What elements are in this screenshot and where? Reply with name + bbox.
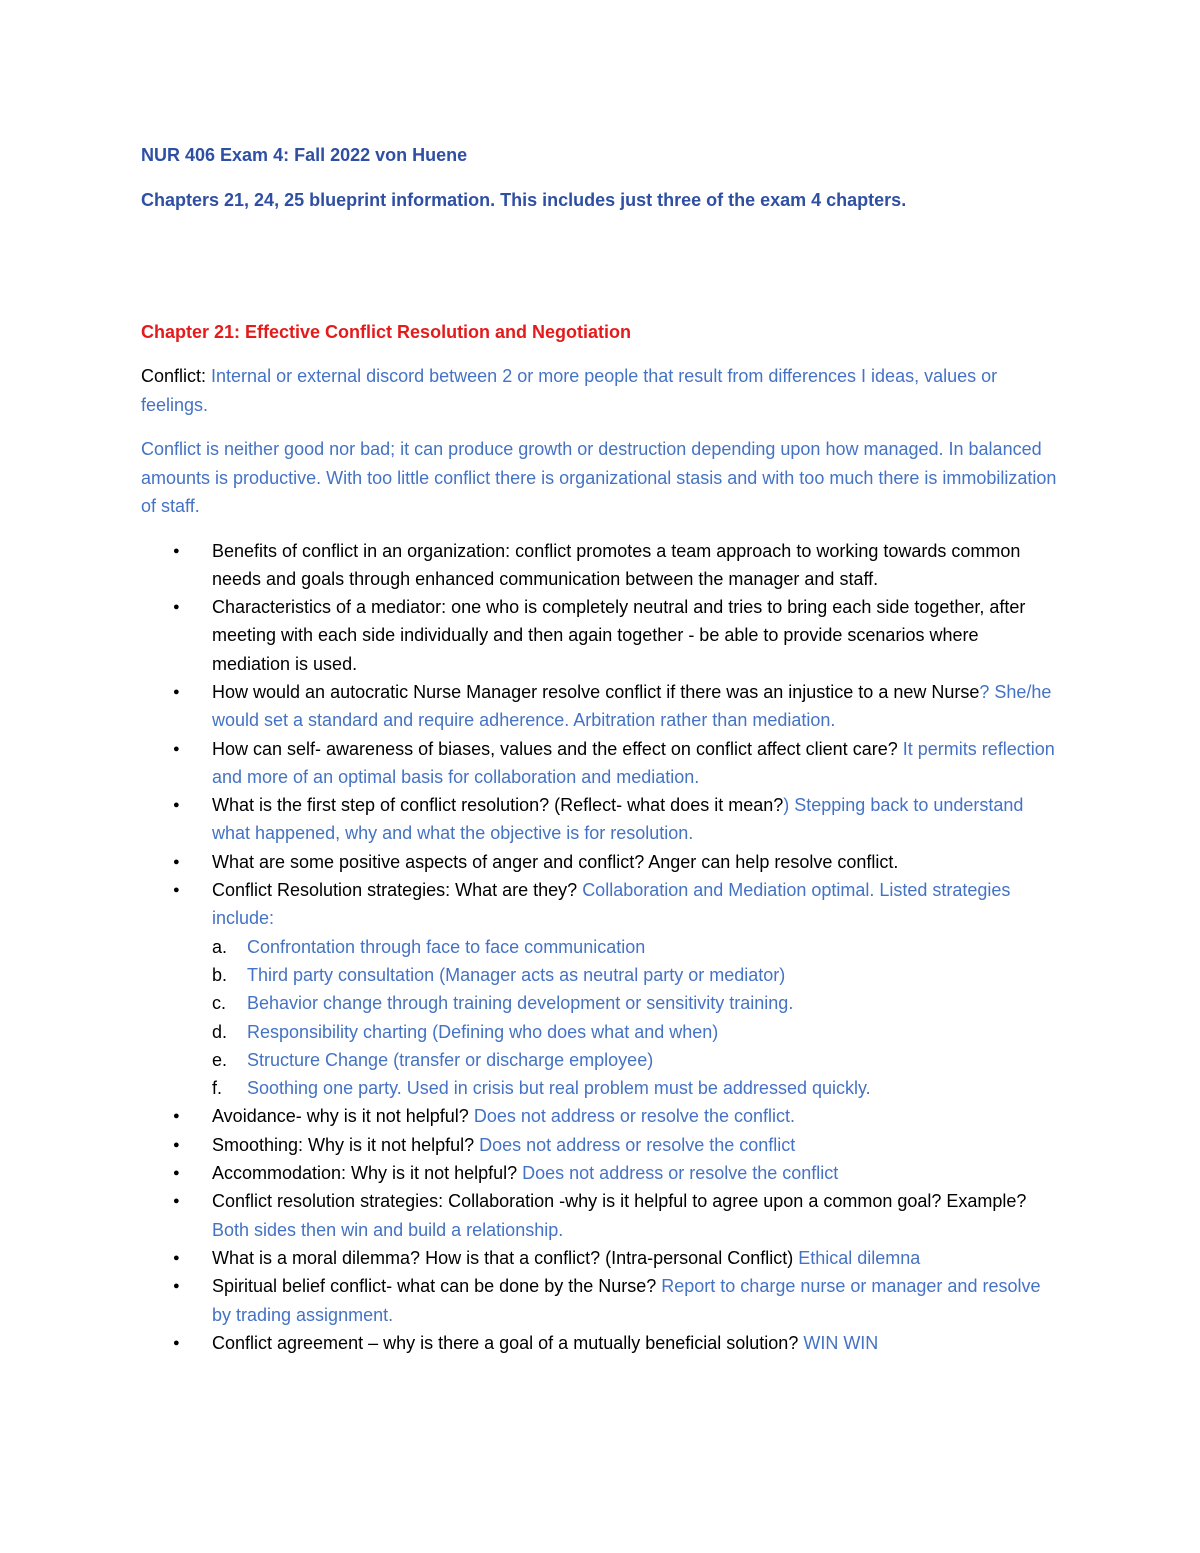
strategy-text: Structure Change (transfer or discharge employee): [247, 1049, 654, 1070]
strategy-text: Soothing one party. Used in crisis but real problem must be addressed quickly.: [247, 1078, 871, 1099]
item-answer: Report to charge nurse or manager and resolve by trading assignment.: [212, 1276, 1041, 1325]
item-answer: Collaboration and Mediation optimal. Listed strategies include:: [212, 880, 1011, 929]
list-item: [141, 678, 1061, 735]
document-page: [141, 141, 1061, 1357]
topic-list: [141, 537, 1061, 1358]
item-question: Accommodation: Why is it not helpful?: [212, 1163, 523, 1184]
list-item: [141, 1187, 1061, 1244]
strategy-item: [212, 1074, 1061, 1102]
item-question: Spiritual belief conflict- what can be done by the Nurse?: [212, 1276, 662, 1297]
item-answer: Ethical dilemna: [798, 1247, 921, 1268]
item-answer: Does not address or resolve the conflict: [522, 1163, 839, 1184]
strategy-item: [212, 1046, 1061, 1074]
list-item: [141, 1329, 1061, 1357]
item-answer: ) Stepping back to understand what happened, why and what the objective is for resolution.: [212, 795, 1024, 844]
item-question: Characteristics of a mediator: one who is completely neutral and tries to bring each side together, after meeting with each side individually and then again together - be able to provide scenarios where mediation is used.: [212, 597, 1026, 674]
document-title: NUR 406 Exam 4: Fall 2022 von Huene: [141, 145, 468, 165]
item-question: Conflict Resolution strategies: What are they?: [212, 880, 583, 901]
list-item: [141, 537, 1061, 594]
list-item: [141, 1102, 1061, 1130]
item-answer: Does not address or resolve the conflict.: [473, 1106, 795, 1127]
strategy-text: Third party consultation (Manager acts as neutral party or mediator): [247, 964, 786, 985]
item-question: How can self- awareness of biases, values and the effect on conflict affect client care?: [212, 738, 903, 759]
definition-term: Conflict:: [141, 366, 207, 386]
item-answer: Does not address or resolve the conflict: [479, 1134, 796, 1155]
list-item: [141, 1272, 1061, 1329]
list-item: [141, 791, 1061, 848]
item-question: What is the first step of conflict resolution? (Reflect- what does it mean?: [212, 795, 784, 816]
strategy-marker: a.: [212, 936, 228, 957]
intro-paragraph: Conflict is neither good nor bad; it can produce growth or destruction depending upon how managed. In balanced amounts is productive. With too little conflict there is organizational stasis and with too much there is immobilization of staff.: [141, 439, 1057, 516]
item-question: What are some positive aspects of anger and conflict? Anger can help resolve conflict.: [212, 851, 899, 872]
item-question: Avoidance- why is it not helpful?: [212, 1106, 474, 1127]
strategy-item: [212, 961, 1061, 989]
strategy-item: [212, 989, 1061, 1017]
strategy-marker: b.: [212, 964, 228, 985]
strategy-marker: d.: [212, 1021, 228, 1042]
chapter-heading: Chapter 21: Effective Conflict Resolution and Negotiation: [141, 322, 632, 342]
item-question: Benefits of conflict in an organization: conflict promotes a team approach to working towards common needs and goals through enhanced communication between the manager and staff.: [212, 540, 1021, 589]
list-item: [141, 1159, 1061, 1187]
strategy-marker: f.: [212, 1078, 223, 1099]
list-item: [141, 1244, 1061, 1272]
item-question: How would an autocratic Nurse Manager resolve conflict if there was an injustice to a new Nurse: [212, 681, 980, 702]
strategy-text: Behavior change through training development or sensitivity training.: [247, 993, 794, 1014]
strategy-marker: c.: [212, 993, 227, 1014]
document-subtitle: Chapters 21, 24, 25 blueprint information. This includes just three of the exam 4 chapters.: [141, 190, 907, 210]
item-answer: It permits reflection and more of an optimal basis for collaboration and mediation.: [212, 738, 1055, 787]
list-item: [141, 848, 1061, 876]
list-item: [141, 735, 1061, 792]
strategy-text: Responsibility charting (Defining who does what and when): [247, 1021, 719, 1042]
item-question: Conflict agreement – why is there a goal of a mutually beneficial solution?: [212, 1332, 804, 1353]
item-question: What is a moral dilemma? How is that a conflict? (Intra-personal Conflict): [212, 1247, 799, 1268]
conflict-definition: [141, 362, 1061, 419]
definition-text: Internal or external discord between 2 or more people that result from differences I ideas, values or feelings.: [141, 366, 998, 415]
strategy-item: [212, 1018, 1061, 1046]
strategy-text: Confrontation through face to face communication: [247, 936, 646, 957]
list-item: [141, 876, 1061, 1102]
list-item: [141, 1131, 1061, 1159]
item-answer: WIN WIN: [803, 1332, 879, 1353]
item-question: Conflict resolution strategies: Collaboration -why is it helpful to agree upon a common goal? Example?: [212, 1191, 1027, 1212]
item-question: Smoothing: Why is it not helpful?: [212, 1134, 480, 1155]
strategy-item: [212, 933, 1061, 961]
item-answer: ? She/he would set a standard and require adherence. Arbitration rather than mediation.: [212, 681, 1052, 731]
strategy-marker: e.: [212, 1049, 228, 1070]
strategy-sublist: [212, 933, 1061, 1103]
list-item: [141, 593, 1061, 678]
item-answer: Both sides then win and build a relationship.: [212, 1219, 564, 1240]
